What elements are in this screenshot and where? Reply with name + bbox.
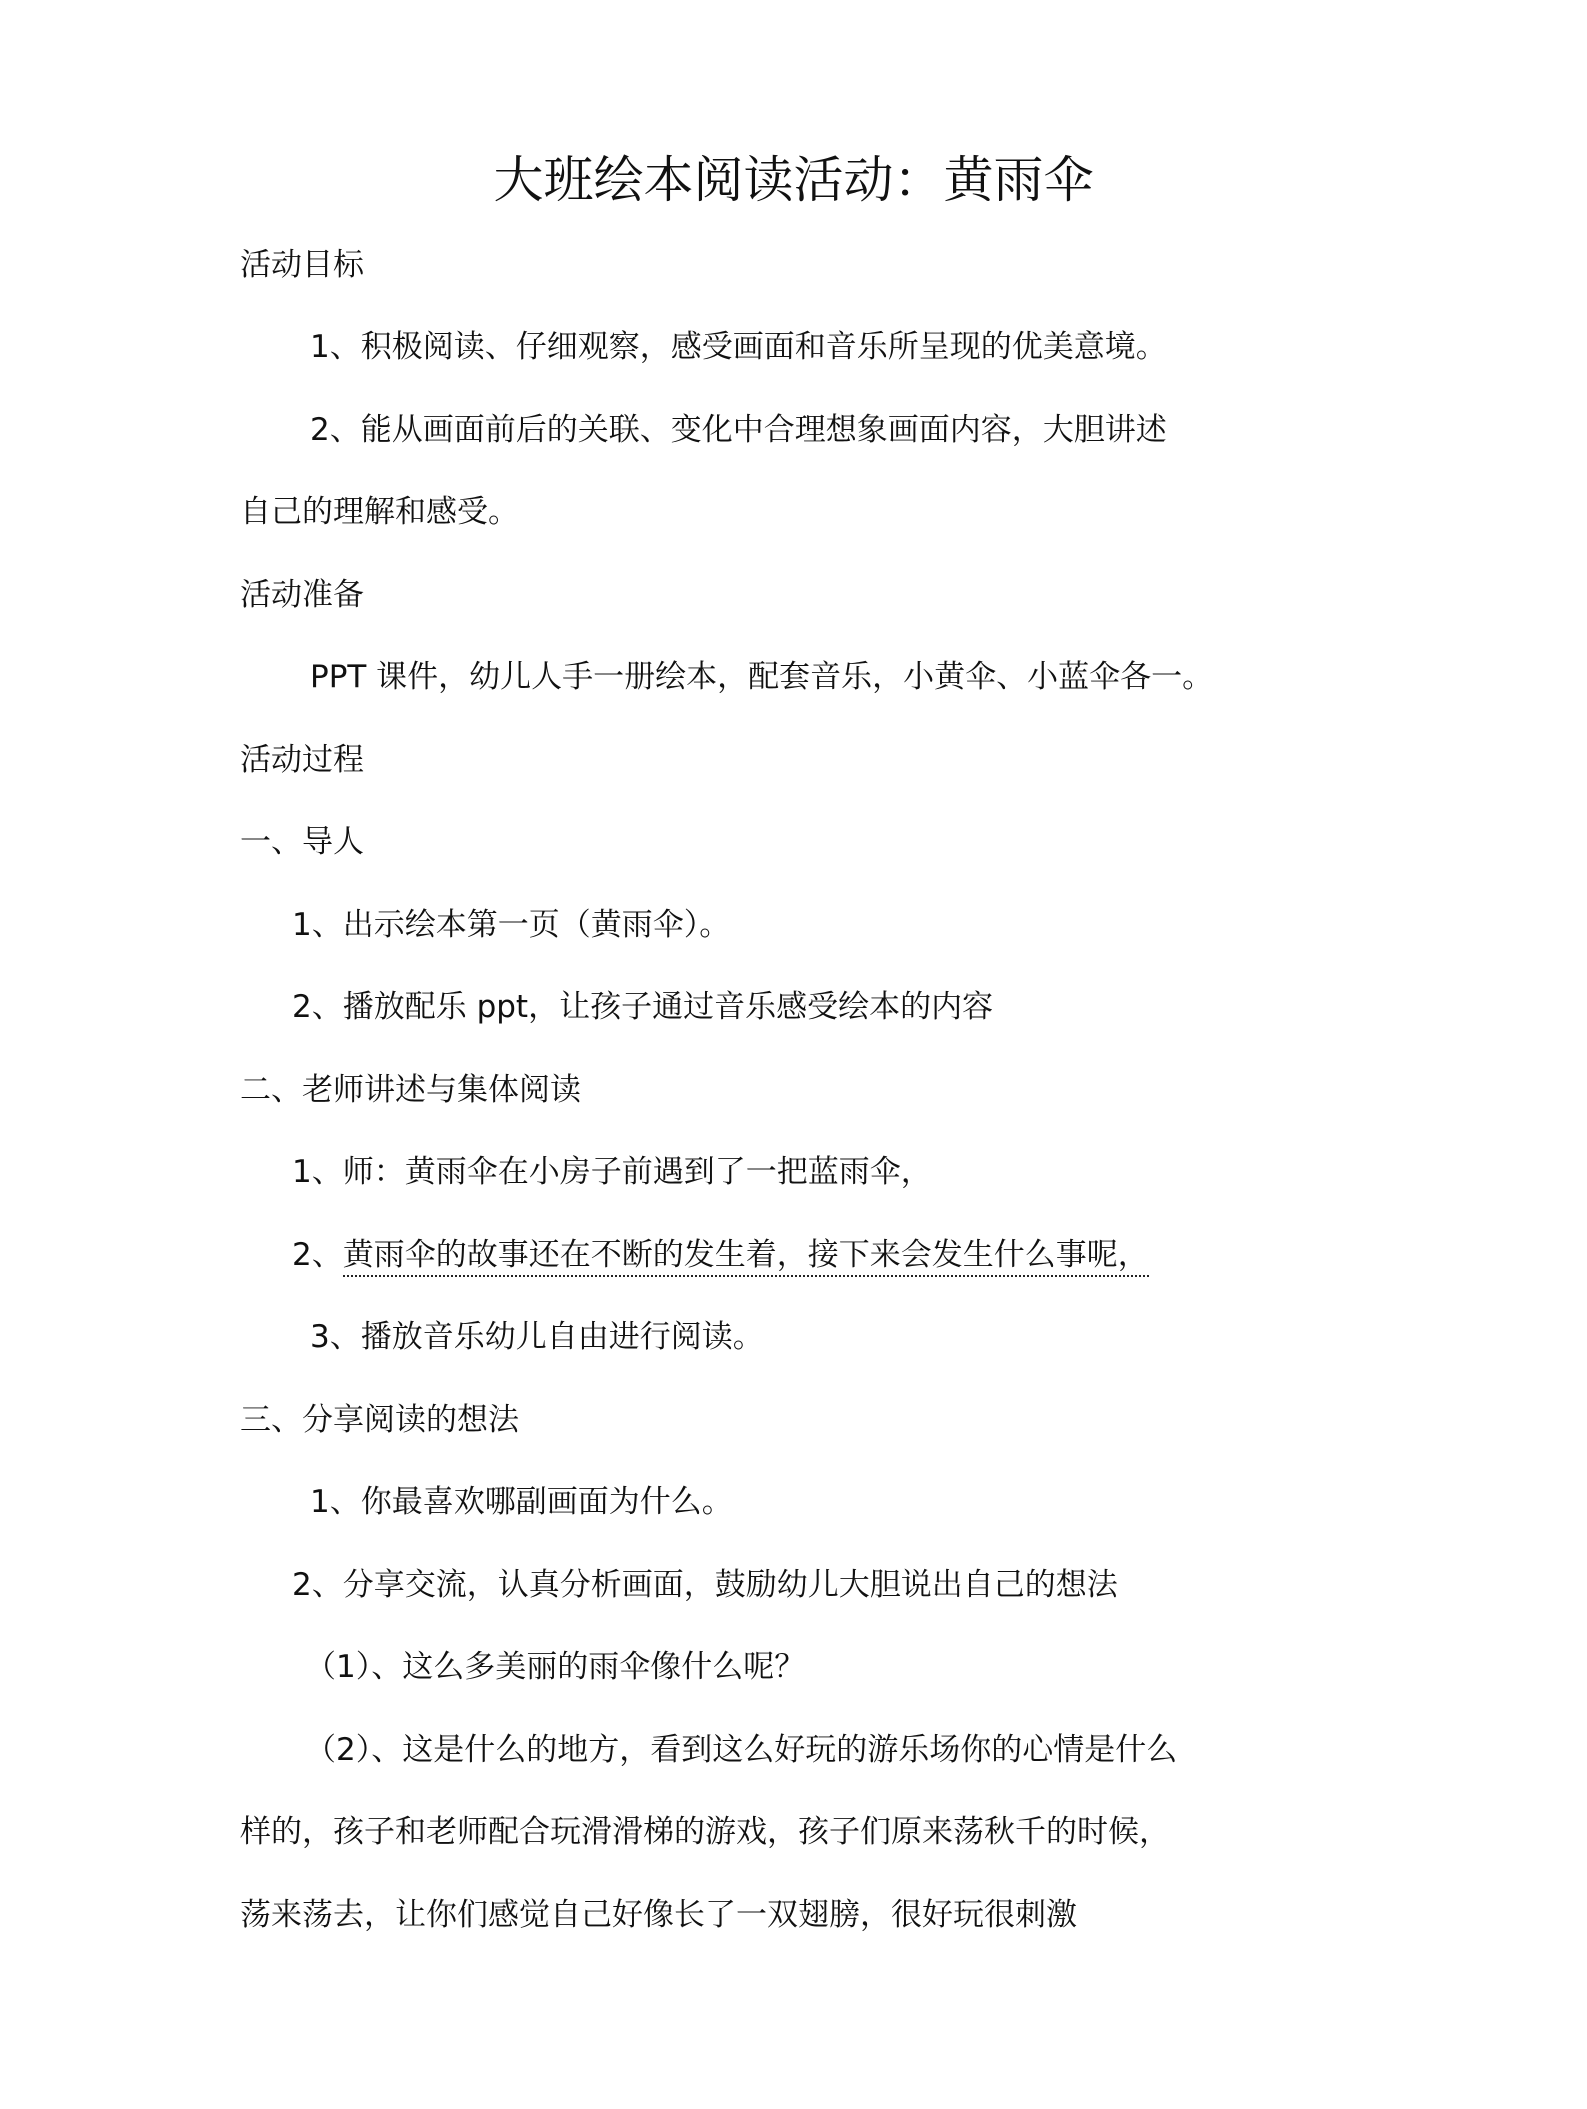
section-heading-process: 活动过程 xyxy=(240,742,364,778)
sharing-subitem-2: （2）、这是什么的地方，看到这么好玩的游乐场你的心情是什么 xyxy=(305,1732,1178,1768)
step-heading-reading: 二、老师讲述与集体阅读 xyxy=(240,1072,581,1108)
sharing-subitem-2-continued-2: 荡来荡去，让你们感觉自己好像长了一双翅膀，很好玩很刺激 xyxy=(240,1897,1077,1933)
reading-item-2-number: 2、 xyxy=(292,1237,343,1273)
sharing-subitem-1: （1）、这么多美丽的雨伞像什么呢？ xyxy=(305,1649,806,1685)
step-heading-intro: 一、导人 xyxy=(240,824,364,860)
reading-item-2 xyxy=(292,1233,1149,1277)
intro-item-1: 1、出示绘本第一页（黄雨伞）。 xyxy=(292,907,731,943)
sharing-item-2: 2、分享交流，认真分析画面，鼓励幼儿大胆说出自己的想法 xyxy=(292,1567,1118,1603)
reading-item-3: 3、播放音乐幼儿自由进行阅读。 xyxy=(310,1319,764,1355)
reading-item-2-underlined-text: 黄雨伞的故事还在不断的发生着，接下来会发生什么事呢， xyxy=(343,1237,1149,1277)
sharing-subitem-2-continued-1: 样的，孩子和老师配合玩滑滑梯的游戏，孩子们原来荡秋千的时候， xyxy=(240,1814,1170,1850)
goal-item-2-continued: 自己的理解和感受。 xyxy=(240,494,519,530)
step-heading-sharing: 三、分享阅读的想法 xyxy=(240,1402,519,1438)
goal-item-2: 2、能从画面前后的关联、变化中合理想象画面内容，大胆讲述 xyxy=(310,412,1167,448)
intro-item-2: 2、播放配乐 ppt，让孩子通过音乐感受绘本的内容 xyxy=(292,989,994,1025)
section-heading-preparation: 活动准备 xyxy=(240,577,364,613)
reading-item-1: 1、师：黄雨伞在小房子前遇到了一把蓝雨伞， xyxy=(292,1154,932,1190)
preparation-text: PPT 课件，幼儿人手一册绘本，配套音乐，小黄伞、小蓝伞各一。 xyxy=(310,659,1214,695)
goal-item-1: 1、积极阅读、仔细观察，感受画面和音乐所呈现的优美意境。 xyxy=(310,329,1167,365)
section-heading-goals: 活动目标 xyxy=(240,247,364,283)
sharing-item-1: 1、你最喜欢哪副画面为什么。 xyxy=(310,1484,733,1520)
document-title: 大班绘本阅读活动：黄雨伞 xyxy=(493,151,1094,209)
